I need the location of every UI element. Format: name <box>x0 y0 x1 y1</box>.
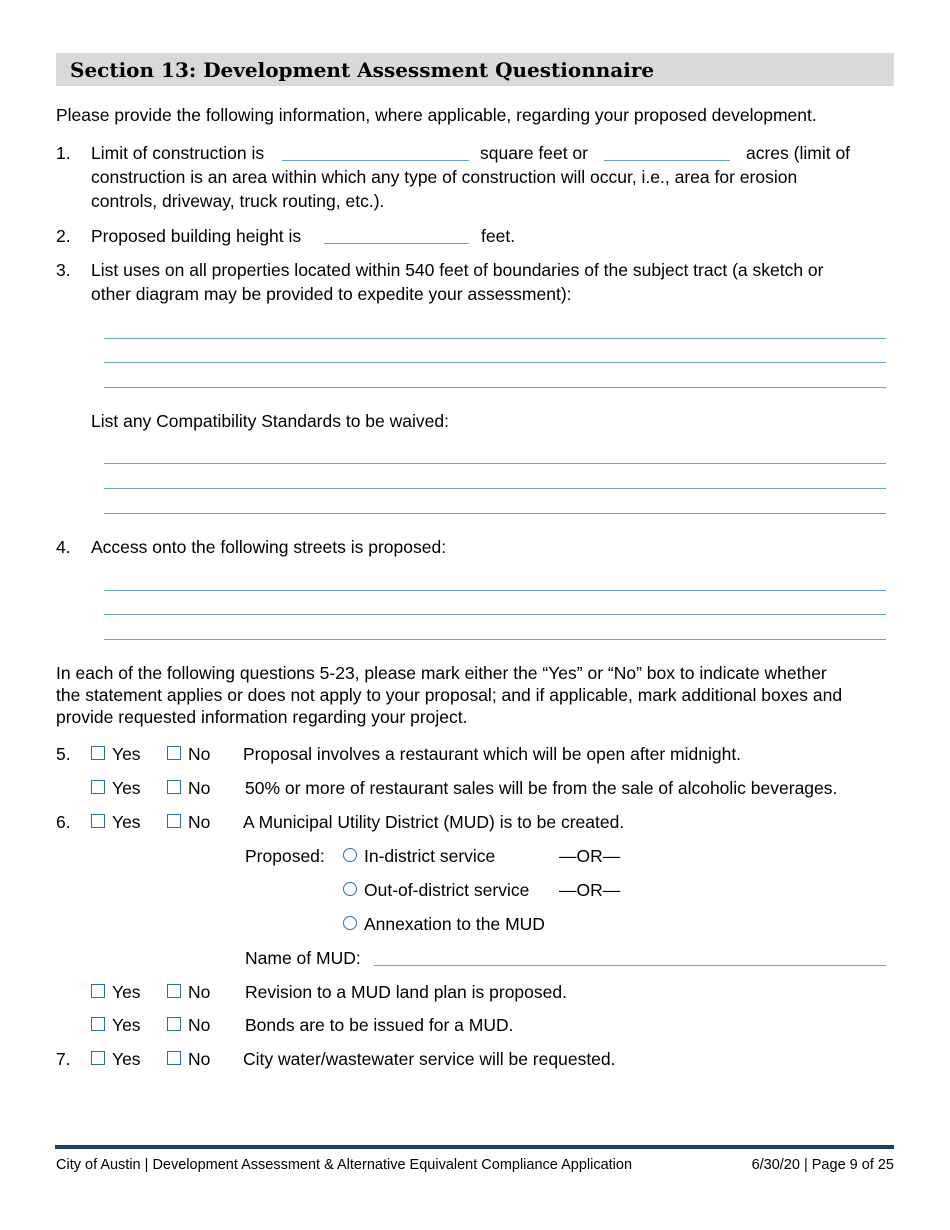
or-label: —OR— <box>559 880 621 900</box>
q2-number: 2. <box>56 226 71 246</box>
instructions-line-1: In each of the following questions 5-23, please mark either the “Yes” or “No” box to indicate whether <box>56 663 827 683</box>
building-height-field[interactable] <box>324 243 469 244</box>
no-label: No <box>188 744 211 764</box>
yes-label: Yes <box>112 982 141 1002</box>
no-label: No <box>188 1015 211 1035</box>
q7-number: 7. <box>56 1049 71 1069</box>
access-streets-line-2[interactable] <box>104 614 886 615</box>
no-label: No <box>188 982 211 1002</box>
yes-label: Yes <box>112 744 141 764</box>
out-of-district-label: Out-of-district service <box>364 880 530 900</box>
q6c-yes-checkbox[interactable] <box>91 1017 105 1031</box>
q7-text: City water/wastewater service will be requested. <box>243 1049 616 1069</box>
q5b-no-checkbox[interactable] <box>167 780 181 794</box>
yes-label: Yes <box>112 812 141 832</box>
out-of-district-radio[interactable] <box>343 882 357 896</box>
in-district-radio[interactable] <box>343 848 357 862</box>
q6c-text: Bonds are to be issued for a MUD. <box>245 1015 514 1035</box>
q2-label-a: Proposed building height is <box>91 226 302 246</box>
footer-left: City of Austin | Development Assessment & Alternative Equivalent Compliance Application <box>56 1157 633 1173</box>
or-label: —OR— <box>559 846 621 866</box>
footer-page-info: 6/30/20 | Page 9 of 25 <box>751 1157 894 1173</box>
adjacent-uses-line-2[interactable] <box>104 362 886 363</box>
instructions-line-3: provide requested information regarding your project. <box>56 707 468 727</box>
q5b-text: 50% or more of restaurant sales will be from the sale of alcoholic beverages. <box>245 778 838 798</box>
compat-standards-line-2[interactable] <box>104 488 886 489</box>
q2-label-b: feet. <box>481 226 516 246</box>
q7-no-checkbox[interactable] <box>167 1051 181 1065</box>
q4-number: 4. <box>56 537 71 557</box>
q6a-no-checkbox[interactable] <box>167 814 181 828</box>
in-district-label: In-district service <box>364 846 496 866</box>
q6b-no-checkbox[interactable] <box>167 984 181 998</box>
q5b-yes-checkbox[interactable] <box>91 780 105 794</box>
q7-yes-checkbox[interactable] <box>91 1051 105 1065</box>
yes-label: Yes <box>112 1015 141 1035</box>
footer-rule <box>55 1145 894 1149</box>
yes-label: Yes <box>112 778 141 798</box>
q3-line-1: List uses on all properties located within 540 feet of boundaries of the subject tract (a sketch or <box>91 260 824 280</box>
adjacent-uses-line-1[interactable] <box>104 338 886 339</box>
proposed-label: Proposed: <box>245 846 325 866</box>
access-streets-line-3[interactable] <box>104 639 886 640</box>
annexation-radio[interactable] <box>343 916 357 930</box>
q1-line-3: controls, driveway, truck routing, etc.). <box>91 191 385 211</box>
instructions-line-2: the statement applies or does not apply to your proposal; and if applicable, mark additional boxes and <box>56 685 843 705</box>
mud-name-field[interactable] <box>374 965 886 966</box>
q4-text: Access onto the following streets is proposed: <box>91 537 447 557</box>
q1-line-2: construction is an area within which any type of construction will occur, i.e., area for erosion <box>91 167 798 187</box>
q1-label-a: Limit of construction is <box>91 143 265 163</box>
q6b-yes-checkbox[interactable] <box>91 984 105 998</box>
q1-label-c: acres (limit of <box>746 143 851 163</box>
compat-standards-line-1[interactable] <box>104 463 886 464</box>
adjacent-uses-line-3[interactable] <box>104 387 886 388</box>
q5-number: 5. <box>56 744 71 764</box>
intro-text: Please provide the following information, where applicable, regarding your proposed development. <box>56 105 817 125</box>
section-header <box>56 53 894 86</box>
compat-standards-label: List any Compatibility Standards to be waived: <box>91 411 449 431</box>
compat-standards-line-3[interactable] <box>104 513 886 514</box>
construction-acres-field[interactable] <box>604 160 730 161</box>
q5a-text: Proposal involves a restaurant which will be open after midnight. <box>243 744 742 764</box>
annexation-label: Annexation to the MUD <box>364 914 545 934</box>
no-label: No <box>188 1049 211 1069</box>
yes-label: Yes <box>112 1049 141 1069</box>
q6c-no-checkbox[interactable] <box>167 1017 181 1031</box>
no-label: No <box>188 778 211 798</box>
q6-number: 6. <box>56 812 71 832</box>
no-label: No <box>188 812 211 832</box>
mud-name-label: Name of MUD: <box>245 948 361 968</box>
section-title: Section 13: Development Assessment Questionnaire <box>70 58 655 82</box>
q3-number: 3. <box>56 260 71 280</box>
construction-sqft-field[interactable] <box>282 160 469 161</box>
q1-number: 1. <box>56 143 71 163</box>
q3-line-2: other diagram may be provided to expedite your assessment): <box>91 284 572 304</box>
q5a-yes-checkbox[interactable] <box>91 746 105 760</box>
q6a-text: A Municipal Utility District (MUD) is to be created. <box>243 812 625 832</box>
q6a-yes-checkbox[interactable] <box>91 814 105 828</box>
q1-label-b: square feet or <box>480 143 588 163</box>
q6b-text: Revision to a MUD land plan is proposed. <box>245 982 567 1002</box>
access-streets-line-1[interactable] <box>104 590 886 591</box>
q5a-no-checkbox[interactable] <box>167 746 181 760</box>
